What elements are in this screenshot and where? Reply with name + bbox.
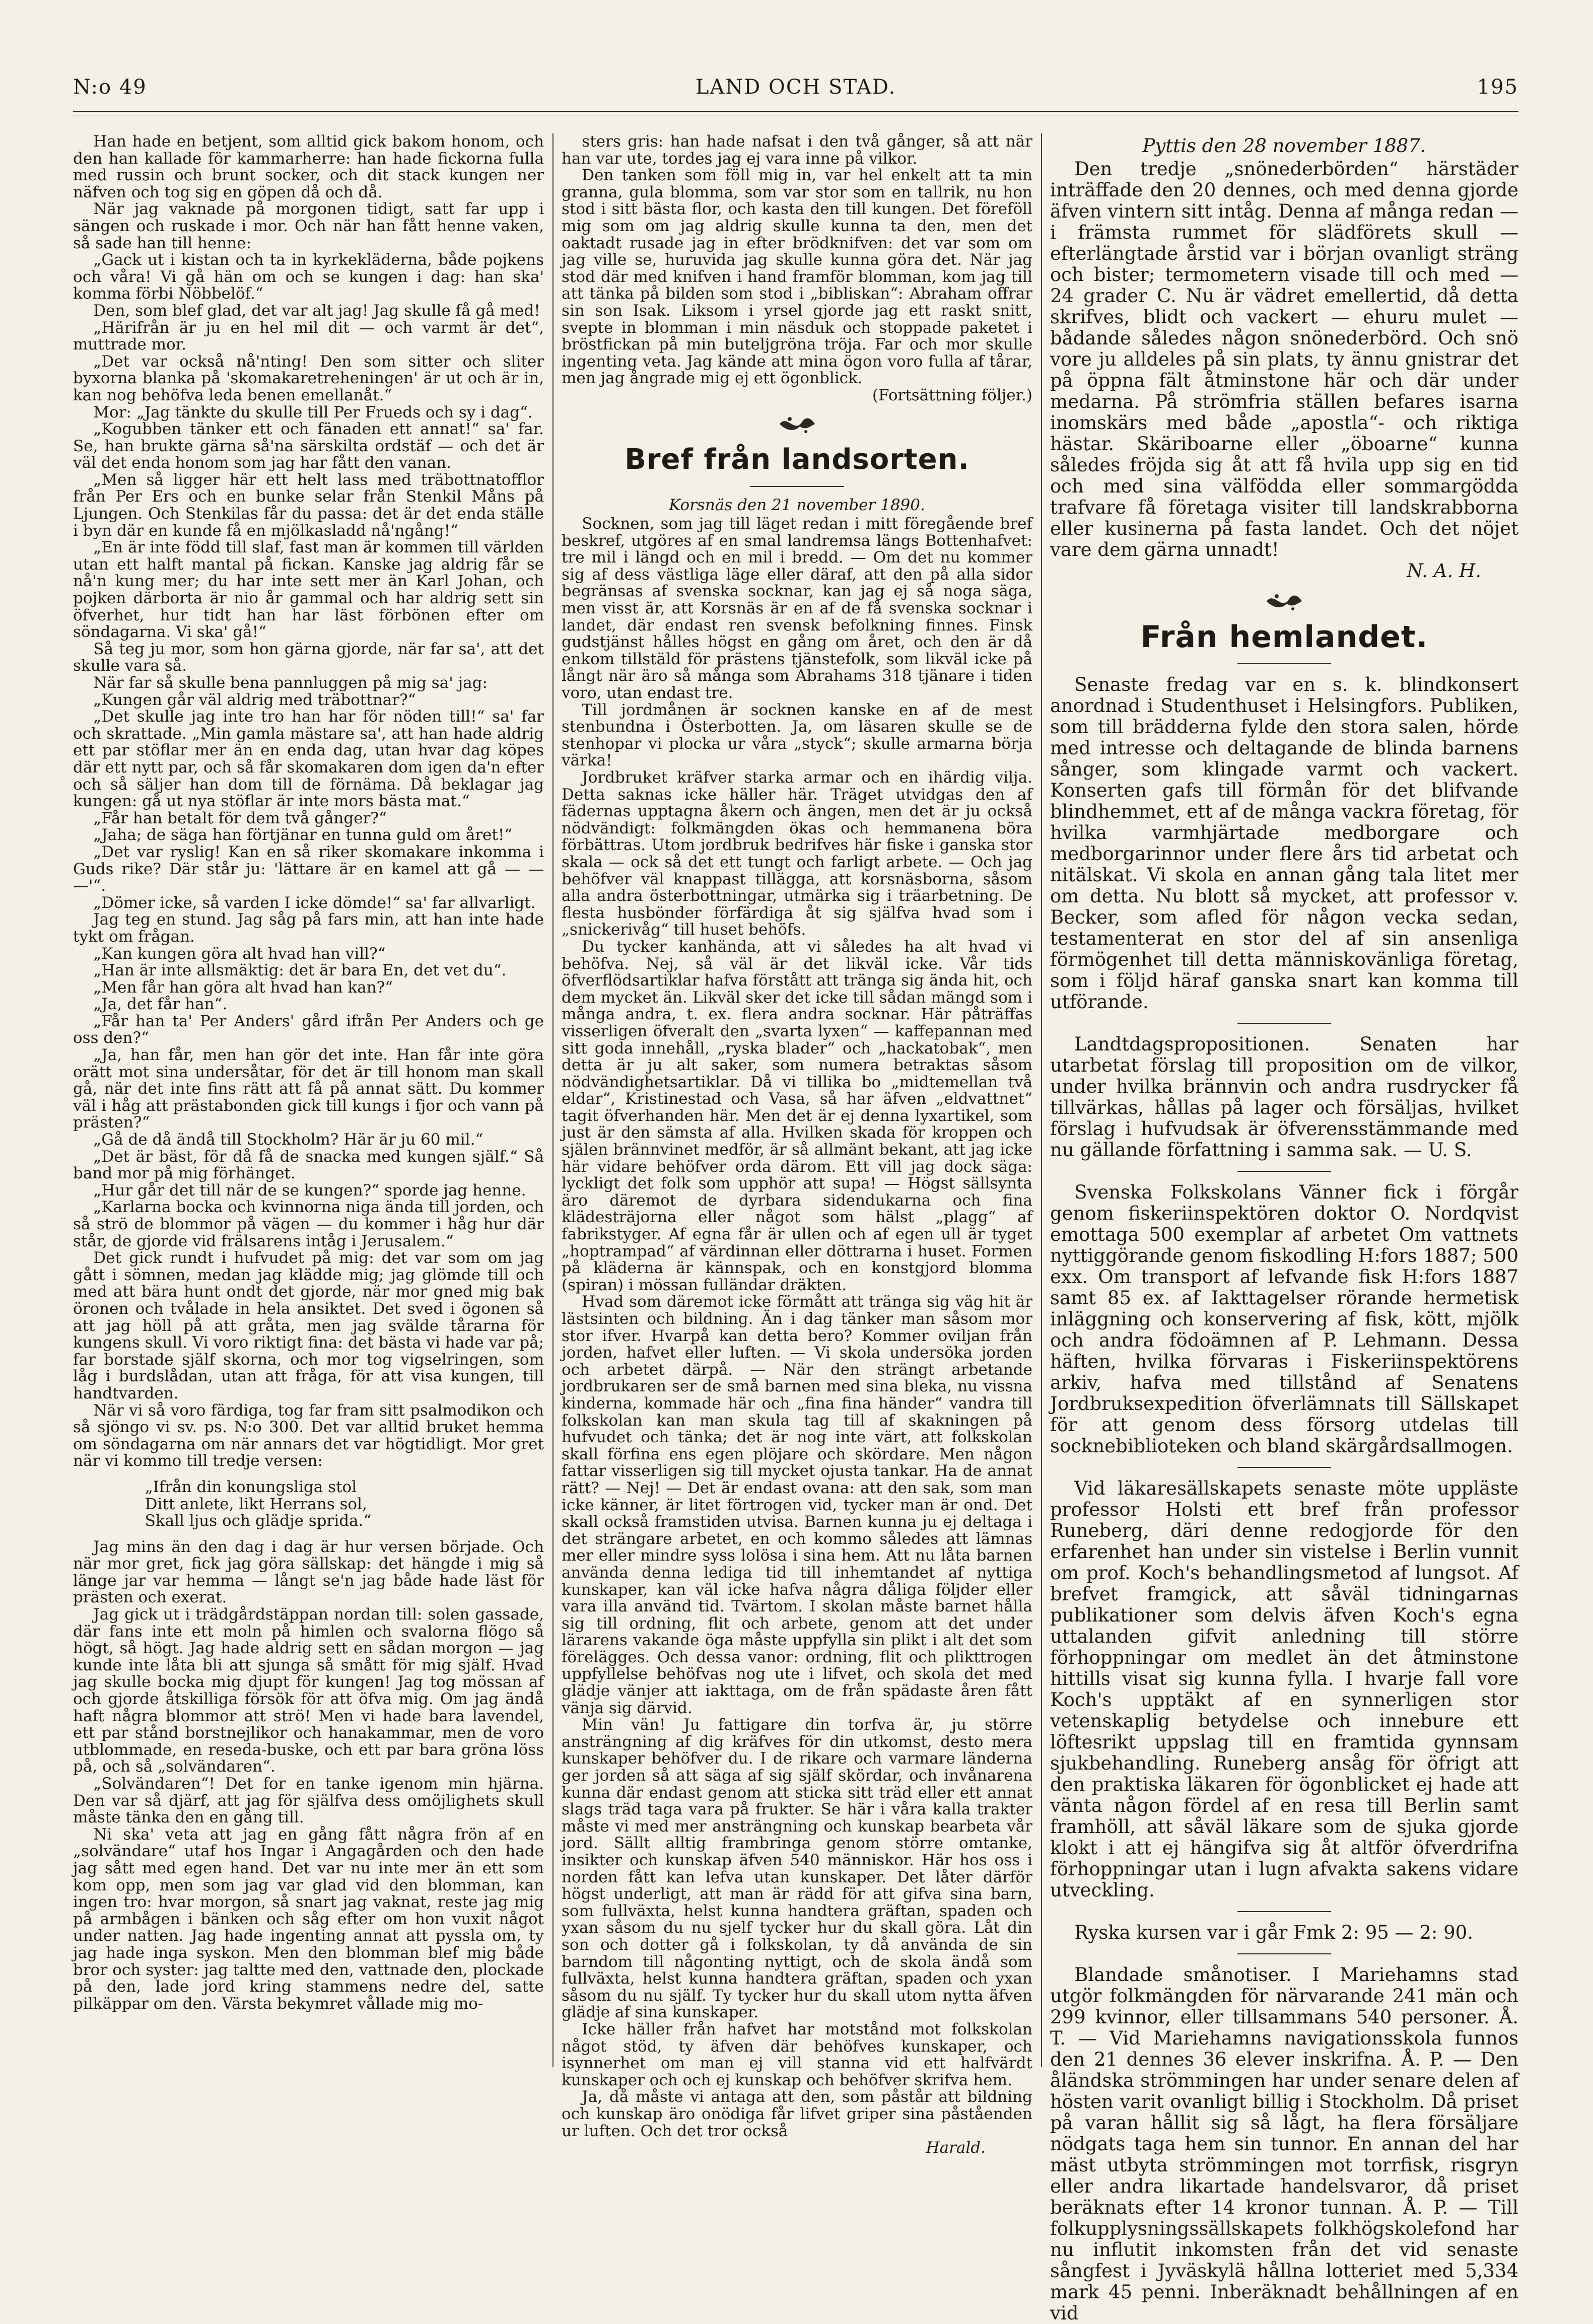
paragraph: Jag gick ut i trädgårdstäppan nordan till: solen gassade, där fans inte ett moln på himlen och svalorna flögo så högt, så högt. Jag hade aldrig sett en sådan morgon — jag kunde inte låta bli att sjunga så smått för mig själf. Hvad jag skulle bocka mig djupt för kungen! Jag tog mössan af och gjorde åtskilliga försök för att öfva mig. Om jag ändå haft några blommor att strö! Men vi hade bara lavendel, ett par stånd borstnejlikor och hanakammar, men de voro utblommade, en reseda-buske, och ett par bara gröna löss på, och så „solvändaren“. xyxy=(73,1605,544,1776)
item-divider xyxy=(1237,1911,1331,1912)
paragraph: „Ja, han får, men han gör det inte. Han får inte göra orätt mot sina undersåtar, för det är till honom man skall gå, när det inte fins rätt att få på annat sätt. Du kommer väl i håg att prästabonden gick till kungs i fjor och vann på prästen?“ xyxy=(73,1046,544,1132)
column-divider xyxy=(1041,133,1042,2067)
news-items xyxy=(1050,674,1518,2324)
paragraph: Svenska Folkskolans Vänner fick i förgår genom fiskeriinspektören doktor O. Nordqvist emottaga 500 exemplar af arbetet Om vattnets nyttiggörande genom fiskodling H:fors 1887; 500 exx. Om transport af lefvande fisk H:fors 1887 samt 85 ex. af Iakttagelser rörande hermetisk inläggning och konservering af fisk, kött, mjölk och andra födoämnen af P. Lehmann. Dessa häften, hvilka förvaras i Fiskeriinspektörens arkiv, hafva med tillstånd af Senatens Jordbruksexpedition öfverlämnats till Sällskapet för att genom dess försorg utdelas till socknebiblioteken och bland skärgårdsallmogen. xyxy=(1050,1181,1518,1457)
paragraph: „Men så ligger här ett helt lass med träbottnatofflor från Per Ers och en bunke selar från Stenkil Måns på Ljungen. Och Stenkilas får du passa: det är det enda ställe i byn där en kunde få en mjölkasladd nå'ngång!“ xyxy=(73,470,544,540)
paragraph: „Kogubben tänker ett och fänaden ett annat!“ sa' far. Se, han brukte gärna så'na särskilta ordstäf — och det är väl det enda honom som jag har fått den vanan. xyxy=(73,420,544,472)
paragraph: Senaste fredag var en s. k. blindkonsert anordnad i Studenthuset i Helsingfors. Publiken, som till brädderna fylde den stora salen, hörde med intresse och deltagande de blinda barnens sånger, som klingade varmt och vackert. Konserten gafs till förmån för det blifvande blindhemmet, ett af de många vackra företag, för hvilka varmhjärtade medborgare och medborgarinnor under flere års tid arbetat och nitälskat. Vi skola en annan gång tala litet mer om detta. Nu blott så mycket, att professor v. Becker, som afled för någon vecka sedan, testamenterat en stor del af sin ansenliga förmögenhet till detta människovänliga företag, som i följd häraf ganska snart kan komma till utförande. xyxy=(1050,674,1518,1013)
paragraph: Den tredje „snönederbörden“ härstäder inträffade den 20 dennes, och med denna gjorde äfven vintern sitt intåg. Denna af många redan — i främsta rummet för slädförets skull — efterlängtade årstid var i början ovanligt sträng och bister; termometern visade till och med — 24 grader C. Nu är vädret emellertid, då detta skrifves, blidt och vackert — ehuru mulet — bådande således någon snönederbörd. Och snö vore ju alldeles på sin plats, ty ännu gnistrar det på öppna fält åtminstone här och där under medarna. På strömfria ställen befares isarna inomskärs med både „apostla“- och riktiga hästar. Skäriboarne eller „öboarne“ kunna således fröjda sig åt att få hvila upp sig en tid och med sina välfödda eller sommargödda trafvare få företaga visiter till landskrabborna eller kusinerna på fasta landet. Och det nöjet vare dem gärna unnadt! xyxy=(1050,158,1518,560)
letter-body xyxy=(562,516,1032,2140)
column-1 xyxy=(73,133,544,2067)
paragraph: „Men får han göra alt hvad han kan?“ xyxy=(93,978,393,997)
signature: N. A. H. xyxy=(1407,560,1481,582)
paragraph: „Får han betalt för dem två gånger?“ xyxy=(93,809,387,827)
paragraph: „Det var också nå'nting! Den som sitter och sliter byxorna blanka på 'skomakaretreheningen' är ut och är in, kan nog behöfva leda benen emellanåt.“ xyxy=(73,352,544,404)
paragraph: sters gris: han hade nafsat i den två gånger, så att när han var ute, tordes jag ej vara inne på vilkor. xyxy=(562,132,1032,168)
paragraph: „Det är bäst, för då få de snacka med kungen själf.“ Så band mor på mig förhänget. xyxy=(73,1147,544,1183)
paragraph: Jag mins än den dag i dag är hur versen började. Och när mor gret, fick jag göra sällskap: det hängde i mig så länge jar var hemma — långt se'n jag både hade läst för prästen och exerat. xyxy=(73,1537,544,1607)
paragraph: „Hur går det till när de se kungen?“ sporde jag henne. xyxy=(93,1181,526,1200)
continued-note: (Fortsättning följer.) xyxy=(872,386,1032,404)
paragraph: „Härifrån är ju en hel mil dit — och varmt är det“, muttrade mor. xyxy=(73,318,544,354)
paragraph: „En är inte född till slaf, fast man är kommen till världen utan ett halft mantal på fickan. Kanske jag aldrig får se nå'n kung mer; du har inte sett mer än Karl Johan, och pojken därborta är nio år gammal och har aldrig sett sin öfverhet, hur tidt han har läst förbönen efter om söndagarna. Vi ska' gå!“ xyxy=(73,538,544,642)
paragraph: Ryska kursen var i går Fmk 2: 95 — 2: 90. xyxy=(1074,1922,1473,1943)
page-header xyxy=(73,76,1518,106)
paragraph: Jag teg en stund. Jag såg på fars min, att han inte hade tykt om frågan. xyxy=(73,910,544,946)
signature: Harald. xyxy=(926,2139,986,2157)
paragraph: „Karlarna bocka och kvinnorna niga ända till jorden, och så strö de blommor på vägen — du kommer i håg hur där står, de gjorde vid frälsarens intåg i Jerusalem.“ xyxy=(73,1198,544,1250)
item-divider xyxy=(1237,1467,1331,1468)
paragraph: „Han är inte allsmäktig: det är bara En, det vet du“. xyxy=(93,961,507,980)
hymn-verse xyxy=(145,1479,544,1530)
paragraph: Till jordmånen är socknen kanske en af de mest stenbundna i Österbotten. Ja, om läsaren skulle se de stenhopar vi plocka ur våra „styck“; skulle armarna börja värka! xyxy=(562,700,1032,770)
paragraph: Mor: „Jag tänkte du skulle till Per Frueds och sy i dag“. xyxy=(93,403,533,421)
ornament-icon xyxy=(562,411,1032,439)
ornament-icon xyxy=(1050,589,1518,616)
paragraph: Den tanken som föll mig in, var hel enkelt att ta min granna, gula blomma, som var stor som en tallrik, nu hon stod i sitt bästa flor, och kasta den till kungen. Det föreföll mig som om jag aldrig skulle kunna ta den, men det oaktadt rusade jag in efter brödknifven: det var som om jag ville se, huruvida jag skulle kunna göra det. När jag stod där med knifven i hand framför blomman, kom jag till att tänka på bilden som stod i „bibliskan“: Abraham offrar sin son Isak. Liksom i yrsel gjorde jag ett raskt snitt, svepte in blomman i min näsduk och stoppade paketet i bröstfickan på min buteljgröna tröja. Far och mor skulle ingenting veta. Jag kände att mina ögon voro fulla af tårar, men jag ångrade mig ej ett ögonblick. xyxy=(562,166,1032,388)
paragraph: När vi så voro färdiga, tog far fram sitt psalmodikon och så sjöngo vi sv. ps. N:o 300. Det var alltid bruket hemma om söndagarna om när annars det var högtidligt. Mor gret när vi kommo till tredje versen: xyxy=(73,1401,544,1470)
paragraph: Han hade en betjent, som alltid gick bakom honom, och den han kallade för kammarherre: han hade fickorna fulla med russin och brunt socker, och dit stack kungen ner näfven och tog sig en göpen då och då. xyxy=(73,132,544,201)
paragraph: „Kungen går väl aldrig med träbottnar?“ xyxy=(93,690,416,709)
paragraph: Det gick rundt i hufvudet på mig: det var som om jag gått i sömnen, medan jag klädde mig; jag glömde till och med att bära hunt ondt det gjorde, när mor gned mig bak öronen och tvålade in hela ansiktet. Det sved i ögonen så att jag höll på att gråta, men jag svälde tårarna för kungens skull. Vi voro riktigt fina: det bästa vi hade var på; far borstade själf skorna, och mor tog vigselringen, som låg i burdslådan, utan att fråga, för att visa kungen, till handtvarden. xyxy=(73,1249,544,1402)
divider xyxy=(1237,663,1331,664)
paragraph: Den, som blef glad, det var alt jag! Jag skulle få gå med! xyxy=(93,301,540,320)
issue-number: N:o 49 xyxy=(73,76,147,99)
paragraph: Blandade smånotiser. I Mariehamns stad utgör folkmängden för närvarande 241 män och 299 kvinnor, eller tillsammans 540 personer. Å. T. — Vid Mariehamns navigationsskola funnos den 21 dennes 36 elever inskrifna. Å. P. — Den åländska strömmingen har under senare delen af hösten varit ovanligt billig i Stockholm. Då priset på varan hållit sig så lågt, ha flera försäljare nödgats taga hem sin tunnor. En annan del har mäst utbyta strömmingen mot torrfisk, risgryn eller andra likartade handelsvaror, då priset beräknats efter 14 kronor tunnan. Å. P. — Till folkupplysningssällskapets folkhögskolefond har nu influtit inkomsten från det vid senaste sångfest i Jyväskylä hållna lotteriet med 5,334 mark 45 penni. Inberäknadt behållningen af en vid xyxy=(1050,1964,1518,2324)
paragraph: Vid läkaresällskapets senaste möte uppläste professor Holsti ett bref från professor Runeberg, däri denne redogjorde för den erfarenhet han under sin vistelse i Berlin vunnit om prof. Koch's behandlingsmetod af lungsot. Af brefvet framgick, att såväl tidningarnas publikationer som delvis äfven Koch's egna uttalanden gifvit anledning till större förhoppningar om medlet än det åtminstone hittills visat sig kunna fylla. I hvarje fall vore Koch's upptäkt af en synnerligen stor vetenskaplig betydelse och innebure ett löftesrikt uppslag till en framtida gynnsam sjukbehandling. Runeberg ansåg för öfrigt att den praktiska läkaren för ögonblicket ej hade att vänta någon fördel af en resa till Berlin samt framhöll, att såväl läkare som de sjuka gjorde klokt i att ej hängifva sig åt altför öfverdrifna förhoppningar utan i lugn afvakta sakens vidare utveckling. xyxy=(1050,1477,1518,1901)
header-rule xyxy=(73,111,1518,115)
verse-line: Skall ljus och glädje sprida.“ xyxy=(145,1512,372,1530)
story-continuation-2 xyxy=(73,1539,544,2013)
paragraph: Så teg ju mor, som hon gärna gjorde, när far sa', att det skulle vara så. xyxy=(73,640,544,675)
pyttis-report xyxy=(1050,159,1518,560)
column-divider xyxy=(552,133,553,2067)
paragraph: „Kan kungen göra alt hvad han vill?“ xyxy=(93,944,386,963)
paragraph: Ni ska' veta att jag en gång fått några frön af en „solvändare“ utaf hos Ingar i Angagården och den hade jag sått med egen hand. Det var nu inte mer än ett som kom opp, men som jag var glad vid den blomman, kan ingen tro: hvar morgon, så snart jag vaknat, reste jag mig på armbågen i bänken och såg efter om hon vuxit något under natten. Jag hade ingenting annat att pyssla om, ty jag hade inga syskon. Men den blomman blef mig både bror och syster: jag taltte med den, vattnade den, plockade på den, lade jord kring stammens nedre del, satte pilkäppar om den. Värsta bekymret vållade mig mo- xyxy=(73,1825,544,2013)
column-2 xyxy=(562,132,1032,2157)
paragraph: När far så skulle bena pannluggen på mig sa' jag: xyxy=(93,674,488,692)
paragraph: „Det skulle jag inte tro han har för nöden till!“ sa' far och skrattade. „Min gamla mästare sa', att han hade aldrig ett par stöflar mer än en enda dag, utan hvar dag köpes där ett nytt par, och så får skomakaren dom igen da'n efter och så säljer han dom till de förnäma. Då beklagar jag kungen: gå ut nya stöflar är inte mors bästa mat.“ xyxy=(73,708,544,811)
paragraph: „Jaha; de säga han förtjänar en tunna guld om året!“ xyxy=(93,826,513,844)
dateline: Korsnäs den 21 november 1890. xyxy=(669,496,925,514)
paragraph: Hvad som däremot icke förmått att tränga sig väg hit är lästsinten och bildning. Än i dag tänker man såsom mor stor ifver. Hvarpå kan detta bero? Kommer oviljan från jorden, hafvet eller luften. — Vi skola undersöka jorden och arbetet därpå. — När den strängt arbetande jordbrukaren ser de små barnen med sina bleka, nu vissna kinderna, kommade här och „fina fina händer“ vandra till folkskolan kan man skula tag till af skakningen på hufvudet och tänka; det är nog inte värt, att folkskolan skall förfina ens egen plöjare och skördare. Men någon fattar visserligen sig till mycket ojusta tankar. Ha de annat rätt? — Nej! — Det är endast ovana: att den sak, som man icke känner, är litet förtrogen vid, tycker man är ond. Det skall också framstiden utvisa. Barnen kunna ju ej deltaga i det strängare arbetet, en och kommo således att lämnas mer eller mindre syss lolösa i sina hem. Att nu låta barnen använda denna lediga tid till inhemtandet af nyttiga kunskaper, kan väl icke hafva några dåliga följder eller vara illa använd tid. Tvärtom. I skolan måste barnet hålla sig till ordning, flit och arbete, genom att det under lärarens vakande öga måste uppfylla sin plikt i alt det som förelägges. Och dessa vanor: ordning, flit och plikttrogen uppfyllelse behöfvas nog ute i lifvet, och skola det med glädje vänjer att iakttaga, om de från spädaste åren fått vänja sig därvid. xyxy=(562,1293,1032,1717)
column-3 xyxy=(1050,133,1518,2324)
story-continuation xyxy=(73,133,544,1470)
paragraph: Landtdagspropositionen. Senaten har utarbetat förslag till proposition om de vilkor, under hvilka brännvin och andra rusdrycker få tillvärkas, hållas på lager och försäljas, hvilket förslag i hufvudsak är öfverensstämmande med nu gällande författning i samma sak. — U. S. xyxy=(1050,1033,1518,1161)
verse-line: „Ifrån din konungsliga stol xyxy=(145,1477,357,1496)
item-divider xyxy=(1237,1171,1331,1172)
paragraph: Icke häller från hafvet har motstånd mot folkskolan något stöd, ty äfven där behöfves kunskaper, och isynnerhet om man ej vill stanna vid ett halfvärdt kunskaper och och ej kunskap och behöfver skrifva hem. xyxy=(562,2020,1032,2089)
section-heading: Bref från landsorten. xyxy=(625,443,969,476)
paragraph: „Gå de då ändå till Stockholm? Här är ju 60 mil.“ xyxy=(93,1131,483,1149)
item-divider xyxy=(1237,1023,1331,1024)
paragraph: Ja, då måste vi antaga att den, som påstår att bildning och kunskap äro onödiga får lifvet griper sina påståenden ur luften. Och det tror också xyxy=(562,2088,1032,2140)
paragraph: „Får han ta' Per Anders' gård ifrån Per Anders och ge oss den?“ xyxy=(73,1012,544,1047)
paragraph: Min vän! Ju fattigare din torfva är, ju större ansträngning af dig kräfves för din utkomst, desto mera kunskaper behöfver du. I de rikare och varmare länderna ger jorden så att säga af sig själf skördar, och invånarena kunna där endast genom att sticka sitt träd eller ett annat slags träd taga vara på frukter. Se här i våra kalla trakter måste vi med mer ansträngning och kunskap bearbeta vår jord. Sällt alltig frambringa genom större omtanke, insikter och kunskap äfven 540 människor. Här hos oss i norden fått kan lefva utan kunskaper. Det låter därför högst underligt, att man är rädd för att gifva sina barn, som fullväxta, helst kunna handtera gräftan, spaden och yxan såsom du nu sjelf tycker hur du skall göra. Låt din son och dotter gå i folkskolan, ty då använda de sin barndom till någonting nyttigt, och de skola ändå som fullväxta, helst kunna handtera gräftan, spaden och yxan såsom du nu själf. Ty tycker hur du skall utom nytta äfven glädje af sina kunskaper. xyxy=(562,1716,1032,2022)
paragraph: „Dömer icke, så varden I icke dömde!“ sa' far allvarligt. xyxy=(93,893,536,912)
masthead-title: LAND OCH STAD. xyxy=(695,76,896,99)
story-end xyxy=(562,133,1032,387)
paragraph: „Gack ut i kistan och ta in kyrkekläderna, både pojkens och våra! Vi gå hän om och se kungen i dag: han ska' komma förbi Nöbbelöf.“ xyxy=(73,251,544,303)
section-heading: Från hemlandet. xyxy=(1140,619,1428,655)
page-number: 195 xyxy=(1477,76,1518,99)
paragraph: Jordbruket kräfver starka armar och en ihärdig vilja. Detta saknas icke häller här. Träget utvidgas den af fädernas upptagna åkern och ängen, men det är ju också nödvändigt: folkmängden ökas och hemmanena böra förbättras. Utom jordbruk bedrifves här fiske i ganska stor skala — ock så det ett tungt och farligt arbete. — Och jag behöfver väl knappast tillägga, att korsnäsborna, såsom alla andra österbottningar, utmärka sig i träarbetning. De flesta husbönder förfärdiga åt sig själfva hvad som i „snickerivåg“ till huset behöfs. xyxy=(562,768,1032,939)
paragraph: Du tycker kanhända, att vi således ha alt hvad vi behöfva. Nej, så väl är det likväl icke. Vår tids öfverflödsartiklar hafva förstått att tränga sig ända hit, och dem mycket än. Likväl sker det icke till sådan mängd som i många andra, t. ex. flera andra socknar. Här påträffas visserligen öfveralt den „svarta lyxen“ — kaffepannan med sitt goda innehåll, „ryska blader“ och „hackatobak“, men detta är ju alt saker, som numera betraktas såsom nödvändighetsartiklar. Då vi tillika bo „midtemellan två eldar“, Kristinestad och Vasa, så har äfven „eldvattnet“ tagit öfverhanden här. Men det är ej denna lyxartikel, som just är den sämsta af alla. Hvilken skada för kroppen och själen brännvinet medför, är så allmänt bekant, att jag icke här vidare behöfver orda därom. Ett vill jag dock säga: lyckligt det folk som upphör att supa! — Högst sällsynta äro däremot de dyrbara sidendukarna och fina klädesträjorna eller något som hälst „plagg“ af fabrikstyger. Af egna får är ullen och af egen ull är tyget „hoptrampad“ af värdinnan eller döttrarna i huset. Formen på kläderna är kännspak, och en konstgjord blomma (spiran) i mössan fulländar dräkten. xyxy=(562,937,1032,1294)
verse-line: Ditt anlete, likt Herrans sol, xyxy=(145,1495,367,1513)
divider xyxy=(750,486,844,487)
dateline: Pyttis den 28 november 1887. xyxy=(1142,135,1426,157)
paragraph: „Solvändaren“! Det for en tanke igenom min hjärna. Den var så djärf, att jag för själfva dess omöjlighets skull måste tänka den en gång till. xyxy=(73,1775,544,1827)
item-divider xyxy=(1237,1953,1331,1954)
paragraph: „Ja, det får han“. xyxy=(93,995,228,1014)
paragraph: „Det var ryslig! Kan en så riker skomakare inkomma i Guds rike? Där står ju: 'lättare är en kamel att gå — — —'“. xyxy=(73,842,544,895)
paragraph: Socknen, som jag till läget redan i mitt föregående bref beskref, utgöres af en smal landremsa längs Bottenhafvet: tre mil i längd och en mil i bredd. — Om det nu kommer sig af dess västliga läge eller däraf, att den på alla sidor begränsas af svenska socknar, kan jag ej så noga säga, men visst är, att Korsnäs är en af de få svenska socknar i landet, där endast ren svensk befolkning finnes. Finsk gudstjänst hålles högst en gång om året, och den är då enkom tillstäld för prästens tjänstefolk, som likväl icke på långt när äro så många som Abrahams 318 tjänare i tiden voro, utan endast tre. xyxy=(562,515,1032,702)
paragraph: När jag vaknade på morgonen tidigt, satt far upp i sängen och ruskade i mor. Och när han fått henne vaken, så sade han till henne: xyxy=(73,200,544,252)
